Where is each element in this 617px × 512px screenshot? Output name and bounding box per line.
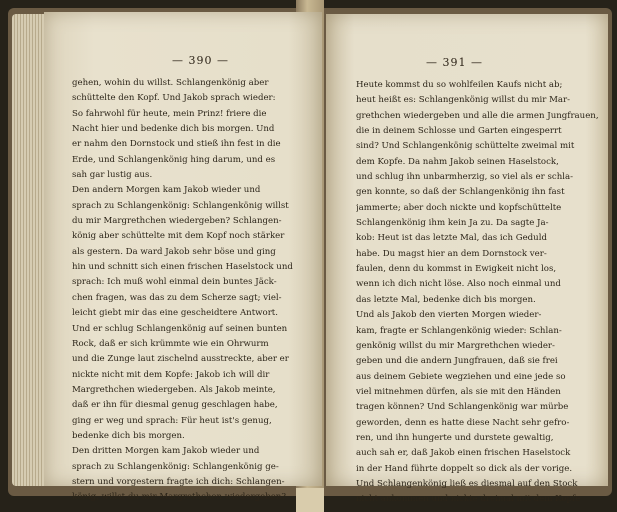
text-line: aus deinem Gebiete wegziehen und eine jede so [356,371,566,382]
text-line: So fahrwohl für heute, mein Prinz! friere die [72,108,267,119]
text-line: als gestern. Da ward Jakob sehr böse und ging [72,246,276,257]
text-line: kob: Heut ist das letzte Mal, das ich Geduld [356,233,547,244]
text-line: er nahm den Dornstock und stieß ihn fest in die [72,139,281,150]
text-line: wenn ich dich nicht löse. Also noch einmal und [356,279,561,290]
text-line: Den andern Morgen kam Jakob wieder und [72,185,261,196]
text-line: gen konnte, so daß der Schlangenkönig ihn fast [356,187,565,198]
text-line: dem Kopfe. Da nahm Jakob seinen Haselstock, [356,156,559,167]
text-line: heut heißt es: Schlangenkönig willst du mir Mar- [356,95,571,106]
page-text [356,78,600,508]
text-line: jammerte; aber doch nickte und kopfschüttelte [356,202,562,213]
text-line: sprach zu Schlangenkönig: Schlangenkönig willst [72,200,289,211]
text-line: Und als Jakob den vierten Morgen wieder- [356,310,542,321]
text-line: könig aber schüttelte mit dem Kopf noch stärker [72,231,285,242]
text-line: habe. Du magst hier an dem Dornstock ver- [356,248,547,259]
text-line: Nacht hier und bedenke dich bis morgen. Und [72,124,275,135]
text-line: auch sah er, daß Jakob einen frischen Haselstock [356,448,571,459]
text-line: und die Zunge laut zischelnd ausstreckte, aber er [72,354,289,365]
text-line: nicht ankommen und nickte dreimal mit dem Kopfe [356,494,581,505]
text-line: geworden, denn es hatte diese Nacht sehr gefro- [356,417,570,428]
text-line: Den dritten Morgen kam Jakob wieder und [72,446,260,457]
text-line: daß er ihn für diesmal genug geschlagen habe, [72,400,278,411]
text-line: schüttelte den Kopf. Und Jakob sprach wieder: [72,93,276,104]
text-line: Erde, und Schlangenkönig hing darum, und es [72,154,276,165]
text-line: chen fragen, was das zu dem Scherze sagt; viel- [72,292,282,303]
text-line: Und er schlug Schlangenkönig auf seinen bunten [72,323,288,334]
right-page [326,14,608,505]
text-line: Margrethchen wiedergeben. Als Jakob meinte, [72,384,276,395]
text-line: du mir Margrethchen wiedergeben? Schlangen- [72,216,282,227]
text-line: gehen, wohin du willst. Schlangenkönig aber [72,78,269,88]
text-line: hin und schnitt sich einen frischen Haselstock und [72,262,293,273]
text-line: kam, fragte er Schlangenkönig wieder: Schlan- [356,325,562,336]
page-number: — 391 — [426,56,483,69]
text-line: und schlug ihn unbarmherzig, so viel als er schla- [356,172,574,183]
text-line: in der Hand führte doppelt so dick als der vorige. [356,463,573,474]
text-line: Schlangenkönig ihm kein Ja zu. Da sagte Ja- [356,218,549,229]
text-line: stern und vorgestern fragte ich dich: Schlangen- [72,476,285,487]
text-line: die in deinem Schlosse und Garten eingesperrt [356,126,562,137]
text-line: das letzte Mal, bedenke dich bis morgen. [356,294,536,305]
page-number: — 390 — [172,54,229,67]
text-line: geben und die andern Jungfrauen, daß sie frei [356,356,558,367]
text-line: Und Schlangenkönig ließ es diesmal auf den Stock [356,478,578,489]
page-text [72,76,312,506]
text-line: Heute kommst du so wohlfeilen Kaufs nicht ab; [356,80,563,90]
text-line: grethchen wiedergeben und alle die armen Jungfrauen, [356,110,599,121]
text-line: sind? Und Schlangenkönig schüttelte zweimal mit [356,141,575,152]
text-line: genkönig willst du mir Margrethchen wieder- [356,340,555,351]
text-line: sprach: Ich muß wohl einmal dein buntes Jäck- [72,277,277,288]
text-line: bedenke dich bis morgen. [72,430,185,441]
text-line: faulen, denn du kommst in Ewigkeit nicht los, [356,264,557,275]
text-line: nickte nicht mit dem Kopfe: Jakob ich will dir [72,369,270,380]
text-line: sprach zu Schlangenkönig: Schlangenkönig ge- [72,461,279,472]
text-line: ging er weg und sprach: Für heut ist's genug, [72,415,272,426]
text-line: viel mitnehmen dürfen, als sie mit den Händen [356,386,561,397]
left-page [44,12,322,503]
text-line: sah gar lustig aus. [72,170,153,181]
text-line: Rock, daß er sich krümmte wie ein Ohrwurm [72,338,269,349]
text-line: tragen können? Und Schlangenkönig war mürbe [356,402,569,413]
text-line: ren, und ihn hungerte und durstete gewaltig, [356,432,554,443]
text-line: könig, willst du mir Margrethchen wiedergeben? [72,492,286,503]
text-line: leicht giebt mir das eine gescheidtere Antwort. [72,308,278,319]
